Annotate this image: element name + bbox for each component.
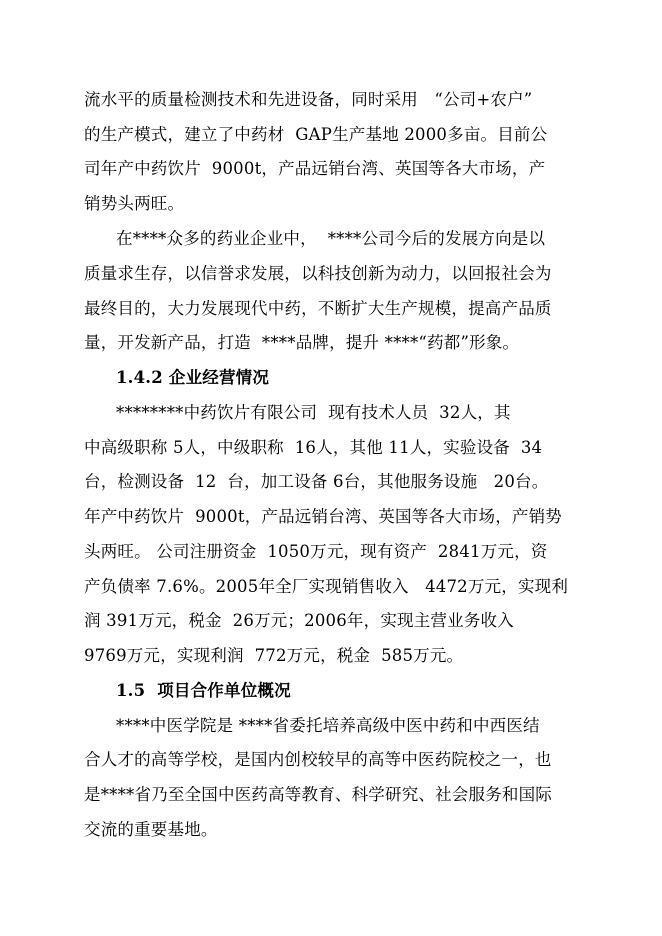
paragraph-2-line-1: 在****众多的药业企业中， ****公司今后的发展方向是以 bbox=[116, 229, 546, 248]
paragraph-3-line-1: ********中药饮片有限公司 现有技术人员 32人，其 bbox=[116, 403, 511, 422]
paragraph-3-line-6: 产负债率 7.6%。2005年全厂实现销售收入 4472万元，实现利 bbox=[84, 577, 569, 596]
paragraph-4-line-1: ****中医学院是 ****省委托培养高级中医中药和中西医结 bbox=[116, 716, 540, 735]
section-heading-1-4-2: 1.4.2 企业经营情况 bbox=[116, 368, 270, 387]
paragraph-3-line-2: 中高级职称 5人，中级职称 16人，其他 11人，实验设备 34 bbox=[84, 438, 543, 457]
paragraph-4-line-2: 合人才的高等学校，是国内创校较早的高等中医药院校之一，也 bbox=[84, 750, 552, 769]
paragraph-1-line-4: 销势头两旺。 bbox=[84, 194, 185, 213]
paragraph-3-line-8: 9769万元，实现利润 772万元，税金 585万元。 bbox=[84, 646, 464, 665]
paragraph-1-line-1: 流水平的质量检测技术和先进设备，同时采用 “公司+农户” bbox=[84, 90, 533, 109]
paragraph-3-line-3: 台，检测设备 12 台，加工设备 6台，其他服务设施 20台。 bbox=[84, 472, 549, 491]
paragraph-3-line-5: 头两旺。 公司注册资金 1050万元，现有资产 2841万元，资 bbox=[84, 542, 548, 561]
section-heading-1-5: 1.5 项目合作单位概况 bbox=[116, 681, 291, 700]
paragraph-2-line-2: 质量求生存，以信誉求发展，以科技创新为动力，以回报社会为 bbox=[84, 264, 552, 283]
paragraph-3-line-4: 年产中药饮片 9000t，产品远销台湾、英国等各大市场，产销势 bbox=[84, 507, 563, 526]
paragraph-2-line-4: 量，开发新产品，打造 ****品牌，提升 ****“药都”形象。 bbox=[84, 333, 520, 352]
paragraph-4-line-4: 交流的重要基地。 bbox=[84, 820, 218, 839]
paragraph-1-line-2: 的生产模式，建立了中药材 GAP生产基地 2000多亩。目前公 bbox=[84, 125, 548, 144]
paragraph-1-line-3: 司年产中药饮片 9000t，产品远销台湾、英国等各大市场，产 bbox=[84, 159, 546, 178]
paragraph-2-line-3: 最终目的，大力发展现代中药，不断扩大生产规模，提高产品质 bbox=[84, 299, 552, 318]
paragraph-3-line-7: 润 391万元，税金 26万元；2006年，实现主营业务收入 bbox=[84, 611, 514, 630]
paragraph-4-line-3: 是****省乃至全国中医药高等教育、科学研究、社会服务和国际 bbox=[84, 785, 552, 804]
